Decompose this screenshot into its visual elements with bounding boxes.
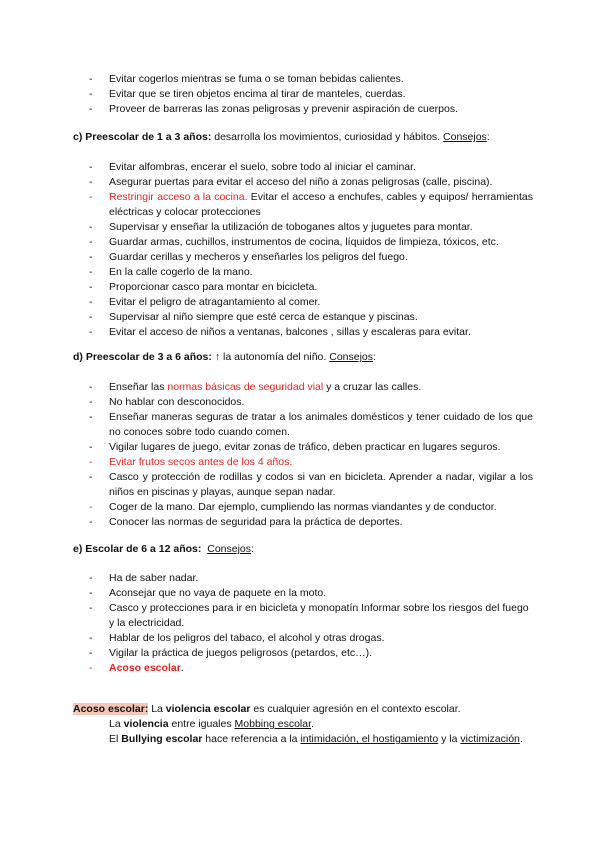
list-item: - Casco y protecciones para ir en bicicleta y monopatín Informar sobre los riesgos del fuego y la electricidad. <box>89 602 529 629</box>
section-e-heading: e) Escolar de 6 a 12 años: Consejos: <box>73 543 254 555</box>
acoso-line-2: La violencia entre iguales Mobbing escolar. <box>109 718 314 730</box>
section-e-list <box>73 571 533 676</box>
list-item: - Vigilar la práctica de juegos peligrosos (petardos, etc…). <box>89 647 373 659</box>
list-item: - Restringir acceso a la cocina. Evitar el acceso a enchufes, cables y equipos/ herramientas eléctricas y colocar protecciones <box>89 191 533 218</box>
list-item: - Enseñar las normas básicas de seguridad vial y a cruzar las calles. <box>89 381 422 393</box>
acoso-line-3: El Bullying escolar hace referencia a la intimidación, el hostigamiento y la victimización. <box>109 733 523 745</box>
section-d-heading: d) Preescolar de 3 a 6 años: ↑ la autonomía del niño. Consejos: <box>73 351 376 363</box>
list-item: - Acoso escolar. <box>89 662 184 674</box>
list-item: - Aconsejar que no vaya de paquete en la moto. <box>89 587 327 599</box>
list-item: - Hablar de los peligros del tabaco, el alcohol y otras drogas. <box>89 632 385 644</box>
list-item: - Ha de saber nadar. <box>89 572 199 584</box>
acoso-label: Acoso escolar: <box>73 703 149 715</box>
list-item: - Casco y protección de rodillas y codos si van en bicicleta. Aprender a nadar, vigilar a los niños en piscinas y playas, aunque sepan nadar. <box>89 471 533 498</box>
list-item: - Enseñar maneras seguras de tratar a los animales domésticos y tener cuidado de los que no conoces sobre todo cuando comen. <box>89 411 533 438</box>
section-c-heading: c) Preescolar de 1 a 3 años: desarrolla los movimientos, curiosidad y hábitos. Consejos: <box>73 131 490 143</box>
list-item: - Evitar frutos secos antes de los 4 años. <box>89 456 293 468</box>
list-item: - Coger de la mano. Dar ejemplo, cumpliendo las normas viandantes y de conductor. <box>89 501 497 513</box>
list-item: - Evitar alfombras, encerar el suelo, sobre todo al iniciar el caminar. <box>89 161 416 173</box>
list-item: - No hablar con desconocidos. <box>89 396 245 408</box>
list-item: - Supervisar al niño siempre que esté cerca de estanque y piscinas. <box>89 311 418 323</box>
list-item: - Evitar el acceso de niños a ventanas, balcones , sillas y escaleras para evitar. <box>89 326 471 338</box>
list-item: - Evitar el peligro de atragantamiento al comer. <box>89 296 321 308</box>
acoso-line-1: Acoso escolar: La violencia escolar es cualquier agresión en el contexto escolar. <box>73 703 461 715</box>
list-item: - Evitar que se tiren objetos encima al tirar de manteles, cuerdas. <box>89 88 406 100</box>
section-d-list <box>73 380 533 530</box>
list-item: - Vigilar lugares de juego, evitar zonas de tráfico, deben practicar en lugares seguros. <box>89 441 501 453</box>
list-item: - Guardar cerillas y mecheros y enseñarles los peligros del fuego. <box>89 251 408 263</box>
list-item: - Asegurar puertas para evitar el acceso del niño a zonas peligrosas (calle, piscina). <box>89 176 493 188</box>
section-c-list <box>73 160 533 340</box>
list-item: - Conocer las normas de seguridad para la práctica de deportes. <box>89 516 403 528</box>
intro-list <box>73 72 533 117</box>
list-item: - Supervisar y enseñar la utilización de toboganes altos y juguetes para montar. <box>89 221 473 233</box>
list-item: - En la calle cogerlo de la mano. <box>89 266 253 278</box>
list-item: - Proveer de barreras las zonas peligrosas y prevenir aspiración de cuerpos. <box>89 103 459 115</box>
list-item: - Proporcionar casco para montar en bicicleta. <box>89 281 318 293</box>
list-item: - Evitar cogerlos mientras se fuma o se toman bebidas calientes. <box>89 73 404 85</box>
list-item: - Guardar armas, cuchillos, instrumentos de cocina, líquidos de limpieza, tóxicos, etc. <box>89 236 499 248</box>
